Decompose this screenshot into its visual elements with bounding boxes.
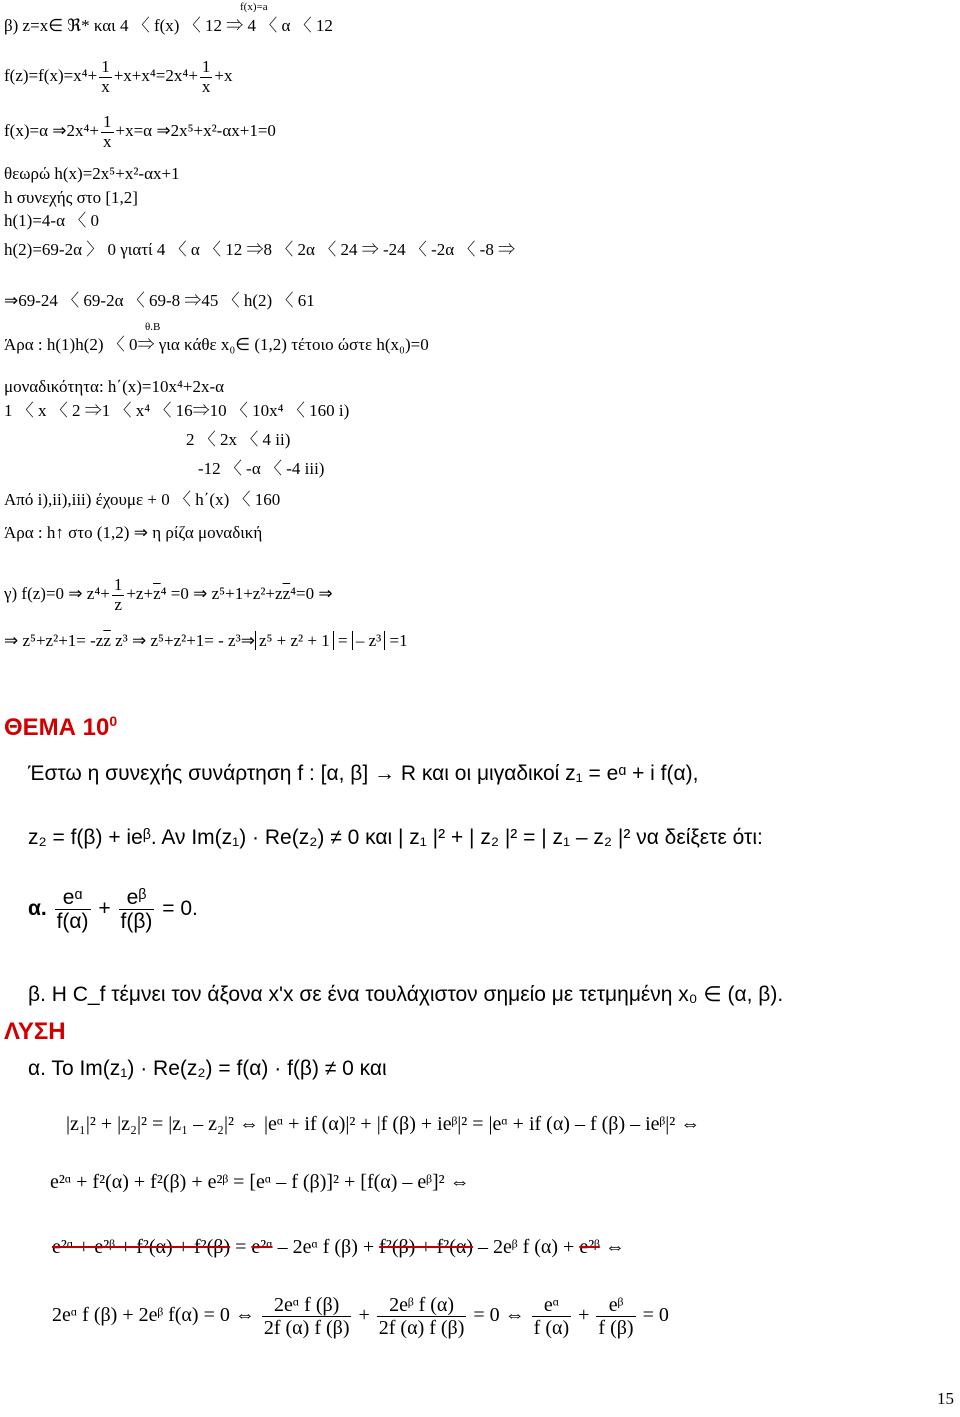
gamma-l2-end: =1 (385, 631, 408, 650)
z-conjugate-2: $\overline{z}$ (282, 584, 291, 604)
line3-lhs: f(x)=α ⇒2x⁴+ (4, 121, 99, 141)
solution-line-5: 2eᵅ f (β) + 2eᵝ f(α) = 0 ⇔ $\frac{\text{2eᵅ f (β)}}{2f (\alpha) f (\beta)}$ + $\frac{\text{2eᵝ f (α)}}{2f (\alpha) f (\beta)}$ = 0 ⇔ $\frac{\text{eᵅ}}{f (\alpha)}$ + $\frac{\text{eᵝ}}{f (\beta)}$ = 0 (52, 1294, 669, 1339)
sol5-fraction-4: $\frac{\text{eᵝ}}{f (\beta)}$ (598, 1294, 634, 1339)
beta-line-4: θεωρώ h(x)=2x⁵+x²-αx+1 (4, 164, 180, 183)
fraction-1-over-x-2: $\frac{1}{x}$ (201, 57, 211, 96)
beta-line-3 (4, 113, 276, 151)
task-a-eq: = 0. (162, 897, 198, 921)
line2-end: +x (214, 66, 233, 86)
sol5-fraction-3: $\frac{\text{eᵅ}}{f (\alpha)}$ (533, 1294, 570, 1339)
beta-line-2 (4, 58, 233, 96)
task-a-plus: + (98, 897, 111, 921)
beta-line-7: h(2)=69-2α 〉 0 γιατί 4 〈 α 〈 12 ⇒8 〈 2α 〈 24 ⇒ -24 〈 -2α 〈 -8 ⇒ (4, 240, 516, 259)
abs-expression-2: – z³ (352, 631, 385, 650)
gamma-line-2 (4, 632, 408, 649)
sol5-fraction-2: $\frac{\text{2eᵝ f (α)}}{2f (\alpha) f (\beta)}$ (378, 1294, 465, 1339)
beta-line-8: ⇒69-24 〈 69-2α 〈 69-8 ⇒45 〈 h(2) 〈 61 (4, 291, 315, 310)
gamma-l2-a: ⇒ z⁵+z²+1= -z (4, 631, 104, 650)
theme-heading: ΘΕΜΑ $10^0$ (4, 713, 118, 741)
task-line-2: z₂ = f(β) + ieᵝ. Αν Im(z₁) · Re(z₂) ≠ 0 και | z₁ |² + | z₂ |² = | z₁ – z₂ |² να δείξετε ότι: (28, 826, 763, 849)
task-line-1: Έστω η συνεχής συνάρτηση f : [α, β] → R και οι μιγαδικοί z₁ = eᵅ + i f(α), (28, 762, 699, 785)
task-a-label: α. (28, 897, 47, 921)
beta-line-5: h συνεχής στο [1,2] (4, 188, 138, 207)
beta-line-9: Άρα : h(1)h(2) 〈 0⇒ για κάθε x₀∈ (1,2) τέτοιο ώστε h(x₀)=0 (4, 335, 429, 354)
task-a-fraction-2: $\frac{\text{eᵝ}}{f(\beta)}$ (120, 886, 153, 934)
sol5-fraction-1: $\frac{\text{2eᵅ f (β)}}{2f (\alpha) f (\beta)}$ (263, 1294, 350, 1339)
line2-lhs: f(z)=f(x)=x⁴+ (4, 66, 98, 86)
struck-term-e2b: e²ᵝ (579, 1236, 600, 1258)
solution-line-3: e²ᵅ + f²(α) + f²(β) + e²ᵝ = [eᵅ – f (β)]² + [f(α) – eᵝ]² ⇔ (50, 1171, 470, 1193)
solution-line-4: e²ᵅ + e²ᵝ + f²(α) + f²(β) = e²ᵅ – 2eᵅ f (β) + f²(β) + f²(α) – 2eᵝ f (α) + e²ᵝ ⇔ (52, 1236, 625, 1258)
struck-term-e2a: e²ᵅ (251, 1236, 273, 1258)
abs-expression-1: z⁵ + z² + 1 (255, 631, 334, 650)
page-number: 15 (937, 1389, 954, 1408)
task-a-fraction-1: $\frac{\text{eᵅ}}{f(\alpha)}$ (56, 886, 89, 934)
beta-line-1: β) z=x∈ ℜ* και 4 〈 f(x) 〈 12 ⇒ 4 〈 α 〈 12 (4, 16, 333, 35)
beta-line-6: h(1)=4-α 〈 0 (4, 211, 99, 230)
gamma-l1-a: γ) f(z)=0 ⇒ z⁴+ (4, 584, 110, 604)
task-b: β. Η C_f τέμνει τον άξονα x'x σε ένα τουλάχιστον σημείο με τετμημένη x₀ ∈ (α, β). (28, 983, 784, 1006)
gamma-l1-c: ⁴ =0 ⇒ z⁵+1+z²+z (160, 584, 283, 604)
z-conjugate-3: $\overline{z}$ (103, 631, 111, 650)
sol5-lhs: 2eᵅ f (β) + 2eᵝ f(α) = 0 ⇔ (52, 1304, 255, 1327)
beta-line-15: Άρα : h↑ στο (1,2) ⇒ η ρίζα μοναδική (4, 523, 263, 542)
beta-line-10: μοναδικότητα: h΄(x)=10x⁴+2x-α (4, 377, 225, 396)
fraction-1-over-x: $\frac{1}{x}$ (101, 57, 110, 96)
solution-line-1: α. Το Im(z₁) · Re(z₂) = f(α) · f(β) ≠ 0 και (28, 1057, 387, 1080)
solution-line-2: |z₁|² + |z₂|² = |z₁ – z₂|² ⇔ |eᵅ + if (α)|² + |f (β) + ieᵝ|² = |eᵅ + if (α) – f (β) – ieᵝ|² ⇔ (66, 1113, 701, 1135)
gamma-l2-b: z³ ⇒ z⁵+z²+1= - z³⇒ (110, 631, 255, 650)
gamma-line-1 (4, 576, 333, 614)
struck-terms-lhs: e²ᵅ + e²ᵝ + f²(α) + f²(β) (52, 1236, 231, 1258)
line3-end: +x=α ⇒2x⁵+x²-αx+1=0 (115, 121, 276, 141)
beta-line-14: Από i),ii),iii) έχουμε + 0 〈 h΄(x) 〈 160 (4, 490, 281, 509)
struck-terms-f2: f²(β) + f²(α) (379, 1236, 474, 1258)
heading-superscript: 0 (109, 713, 118, 729)
task-a (28, 886, 198, 933)
theta-label: θ.Β (145, 321, 161, 333)
gamma-l1-b: +z+ (126, 584, 154, 604)
fa-label: f(x)=a (240, 1, 268, 13)
fraction-1-over-z: $\frac{1}{z}$ (113, 575, 123, 614)
gamma-l1-d: ⁴=0 ⇒ (290, 584, 333, 604)
line2-mid: +x+x⁴=2x⁴+ (113, 66, 198, 86)
fraction-1-over-x-3: $\frac{1}{x}$ (103, 112, 112, 151)
solution-heading: ΛΥΣΗ (4, 1018, 66, 1045)
beta-line-11: 1 〈 x 〈 2 ⇒1 〈 x⁴ 〈 16⇒10 〈 10x⁴ 〈 160 i) (4, 401, 350, 420)
beta-line-13: -12 〈 -α 〈 -4 iii) (198, 459, 325, 478)
z-conjugate: $\overline{z}$ (153, 584, 161, 604)
gamma-l2-eq: = (333, 631, 352, 650)
beta-line-12: 2 〈 2x 〈 4 ii) (186, 430, 291, 449)
